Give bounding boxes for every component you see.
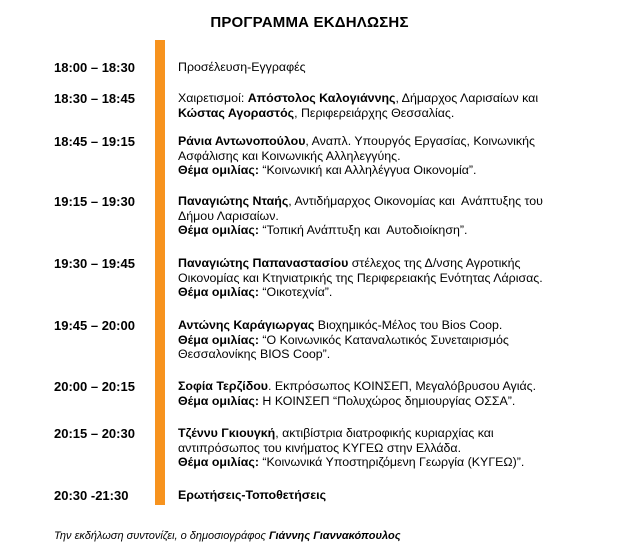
text-segment: , Δήμαρχος Λαρισαίων και bbox=[395, 91, 539, 105]
schedule-description bbox=[178, 379, 578, 408]
emphasized-text: Αντώνης Καράγιωργας bbox=[178, 318, 315, 332]
description-line bbox=[178, 318, 578, 333]
description-line bbox=[178, 209, 578, 224]
description-line bbox=[178, 488, 578, 503]
text-segment: Δήμου Λαρισαίων. bbox=[178, 208, 279, 223]
description-line bbox=[178, 256, 578, 271]
text-segment: Θεσσαλονίκης BIOS Coop”. bbox=[178, 347, 331, 362]
description-line bbox=[178, 271, 578, 286]
text-segment: . Εκπρόσωπος ΚΟΙΝΣΕΠ, Μεγαλόβρυσου Αγιάς. bbox=[268, 379, 537, 393]
description-line bbox=[178, 194, 578, 209]
text-segment: “Τοπική Ανάπτυξη και Αυτοδιοίκηση”. bbox=[258, 223, 468, 238]
description-line bbox=[178, 163, 578, 178]
description-line bbox=[178, 134, 578, 149]
schedule-time: 20:30 -21:30 bbox=[54, 488, 129, 503]
schedule-description bbox=[178, 256, 578, 300]
footer-text: Την εκδήλωση συντονίζει, ο δημοσιογράφος bbox=[54, 530, 269, 542]
page-title: ΠΡΟΓΡΑΜΜΑ ΕΚΔΗΛΩΣΗΣ bbox=[210, 14, 409, 31]
text-segment: Χαιρετισμοί: bbox=[178, 91, 248, 105]
description-line bbox=[178, 223, 578, 238]
schedule-time: 18:45 – 19:15 bbox=[54, 134, 135, 149]
text-segment: “Οικοτεχνία”. bbox=[258, 285, 333, 300]
footer-note bbox=[54, 530, 401, 542]
timeline-accent-bar bbox=[155, 40, 165, 505]
emphasized-text: Τζέννυ Γκιουγκή bbox=[178, 426, 276, 440]
schedule-time: 20:15 – 20:30 bbox=[54, 426, 135, 441]
description-line bbox=[178, 441, 578, 456]
text-segment: , Αντιδήμαρχος Οικονομίας και Ανάπτυξης του bbox=[288, 194, 543, 208]
schedule-time: 18:00 – 18:30 bbox=[54, 60, 135, 75]
emphasized-text: Παναγιώτης Νταής bbox=[178, 194, 289, 208]
description-line bbox=[178, 149, 578, 164]
emphasized-text: Κώστας Αγοραστός bbox=[178, 105, 295, 120]
emphasized-text: Απόστολος Καλογιάννης bbox=[247, 91, 396, 105]
description-line bbox=[178, 91, 578, 106]
text-segment: αντιπρόσωπος του κινήματος ΚΥΓΕΩ στην Ελλάδα. bbox=[178, 440, 462, 455]
schedule-description bbox=[178, 91, 578, 120]
schedule-time: 20:00 – 20:15 bbox=[54, 379, 135, 394]
emphasized-text: Θέμα ομιλίας: bbox=[178, 285, 259, 300]
text-segment: Προσέλευση-Εγγραφές bbox=[178, 60, 306, 74]
description-line bbox=[178, 347, 578, 362]
description-line bbox=[178, 106, 578, 121]
emphasized-text: Θέμα ομιλίας: bbox=[178, 332, 259, 347]
schedule-description bbox=[178, 134, 578, 178]
text-segment: , Περιφερειάρχης Θεσσαλίας. bbox=[294, 105, 455, 120]
emphasized-text: Θέμα ομιλίας: bbox=[178, 163, 259, 178]
text-segment: , Αναπλ. Υπουργός Εργασίας, Κοινωνικής bbox=[305, 134, 535, 148]
description-line bbox=[178, 60, 578, 75]
emphasized-text: Σοφία Τερζίδου bbox=[178, 379, 269, 393]
description-line bbox=[178, 379, 578, 394]
text-segment: “Ο Κοινωνικός Καταναλωτικός Συνεταιρισμός bbox=[258, 332, 509, 347]
description-line bbox=[178, 285, 578, 300]
schedule-time: 19:45 – 20:00 bbox=[54, 318, 135, 333]
emphasized-text: Θέμα ομιλίας: bbox=[178, 455, 259, 470]
schedule-time: 18:30 – 18:45 bbox=[54, 91, 135, 106]
text-segment: Η ΚΟΙΝΣΕΠ “Πολυχώρος δημιουργίας ΟΣΣΑ”. bbox=[258, 393, 516, 408]
text-segment: “Κοινωνική και Αλληλέγγυα Οικονομία”. bbox=[258, 163, 477, 178]
text-segment: στέλεχος της Δ/νσης Αγροτικής bbox=[348, 256, 521, 270]
description-line bbox=[178, 426, 578, 441]
emphasized-text: Ράνια Αντωνοπούλου bbox=[178, 134, 306, 148]
schedule-time: 19:30 – 19:45 bbox=[54, 256, 135, 271]
schedule-time: 19:15 – 19:30 bbox=[54, 194, 135, 209]
description-line bbox=[178, 333, 578, 348]
emphasized-text: Ερωτήσεις-Τοποθετήσεις bbox=[178, 488, 327, 502]
schedule-description bbox=[178, 426, 578, 470]
emphasized-text: Παναγιώτης Παπαναστασίου bbox=[178, 256, 349, 270]
description-line bbox=[178, 394, 578, 409]
text-segment: Ασφάλισης και Κοινωνικής Αλληλεγγύης. bbox=[178, 148, 401, 163]
emphasized-text: Θέμα ομιλίας: bbox=[178, 393, 259, 408]
schedule-description bbox=[178, 318, 578, 362]
emphasized-text: Θέμα ομιλίας: bbox=[178, 223, 259, 238]
text-segment: Βιοχημικός-Μέλος του Bios Coop. bbox=[314, 318, 503, 332]
schedule-description bbox=[178, 194, 578, 238]
schedule-description bbox=[178, 488, 578, 503]
text-segment: Οικονομίας και Κτηνιατρικής της Περιφερειακής Ενότητας Λάρισας. bbox=[178, 270, 543, 285]
text-segment: , ακτιβίστρια διατροφικής κυριαρχίας και bbox=[275, 426, 494, 440]
schedule-description bbox=[178, 60, 578, 75]
footer-moderator-name: Γιάννης Γιαννακόπουλος bbox=[268, 530, 401, 542]
text-segment: “Κοινωνικά Υποστηριζόμενη Γεωργία (ΚΥΓΕΩ)”. bbox=[258, 455, 525, 470]
description-line bbox=[178, 455, 578, 470]
